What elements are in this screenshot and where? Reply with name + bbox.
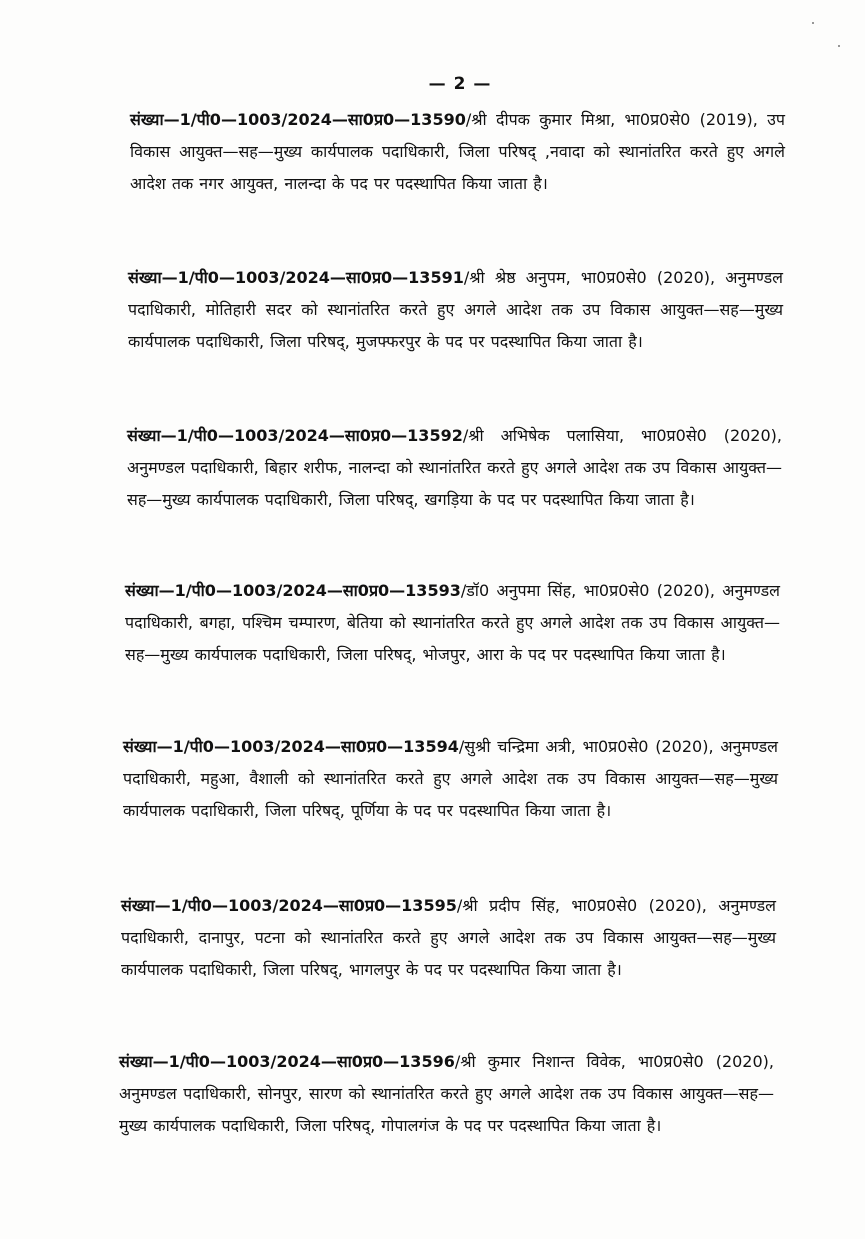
order-number: संख्या—1/पी0—1003/2024—सा0प्र0—13593 [125,581,461,600]
order-number: संख्या—1/पी0—1003/2024—सा0प्र0—13590 [130,110,466,129]
transfer-order-13593 [125,575,780,671]
transfer-order-13591 [128,262,783,358]
scan-speck [838,45,840,47]
order-number: संख्या—1/पी0—1003/2024—सा0प्र0—13596 [119,1052,455,1071]
order-number: संख्या—1/पी0—1003/2024—सा0प्र0—13591 [128,268,464,287]
order-text: /श्री कुमार निशान्त विवेक, भा0प्र0से0 (2020), अनुमण्डल पदाधिकारी, सोनपुर, सारण को स्थानांतरित करते हुए अगले आदेश तक उप विकास आयुक्त—सह—मुख्य कार्यपालक पदाधिकारी, जिला परिषद्, गोपालगंज के पद पर पदस्थापित किया जाता है। [119,1052,774,1135]
page-number: — 2 — [428,74,492,94]
order-text: /श्री श्रेष्ठ अनुपम, भा0प्र0से0 (2020), अनुमण्डल पदाधिकारी, मोतिहारी सदर को स्थानांतरित करते हुए अगले आदेश तक उप विकास आयुक्त—सह—मुख्य कार्यपालक पदाधिकारी, जिला परिषद्, मुजफ्फरपुर के पद पर पदस्थापित किया जाता है। [128,268,783,351]
transfer-order-13592 [127,420,782,516]
transfer-order-13590 [130,104,785,200]
scan-speck [812,22,814,24]
order-number: संख्या—1/पी0—1003/2024—सा0प्र0—13594 [123,737,459,756]
order-text: /सुश्री चन्द्रिमा अत्री, भा0प्र0से0 (2020), अनुमण्डल पदाधिकारी, महुआ, वैशाली को स्थानांतरित करते हुए अगले आदेश तक उप विकास आयुक्त—सह—मुख्य कार्यपालक पदाधिकारी, जिला परिषद्, पूर्णिया के पद पर पदस्थापित किया जाता है। [123,737,778,820]
transfer-order-13596 [119,1046,774,1142]
order-text: /श्री दीपक कुमार मिश्रा, भा0प्र0से0 (2019), उप विकास आयुक्त—सह—मुख्य कार्यपालक पदाधिकारी, जिला परिषद् ,नवादा को स्थानांतरित करते हुए अगले आदेश तक नगर आयुक्त, नालन्दा के पद पर पदस्थापित किया जाता है। [130,110,785,193]
order-text: /डॉ0 अनुपमा सिंह, भा0प्र0से0 (2020), अनुमण्डल पदाधिकारी, बगहा, पश्चिम चम्पारण, बेतिया को स्थानांतरित करते हुए अगले आदेश तक उप विकास आयुक्त—सह—मुख्य कार्यपालक पदाधिकारी, जिला परिषद्, भोजपुर, आरा के पद पर पदस्थापित किया जाता है। [125,581,780,664]
transfer-order-13594 [123,731,778,827]
order-number: संख्या—1/पी0—1003/2024—सा0प्र0—13595 [121,896,457,915]
transfer-order-13595 [121,890,776,986]
order-text: /श्री अभिषेक पलासिया, भा0प्र0से0 (2020), अनुमण्डल पदाधिकारी, बिहार शरीफ, नालन्दा को स्थानांतरित करते हुए अगले आदेश तक उप विकास आयुक्त—सह—मुख्य कार्यपालक पदाधिकारी, जिला परिषद्, खगड़िया के पद पर पदस्थापित किया जाता है। [127,426,782,509]
order-text: /श्री प्रदीप सिंह, भा0प्र0से0 (2020), अनुमण्डल पदाधिकारी, दानापुर, पटना को स्थानांतरित करते हुए अगले आदेश तक उप विकास आयुक्त—सह—मुख्य कार्यपालक पदाधिकारी, जिला परिषद्, भागलपुर के पद पर पदस्थापित किया जाता है। [121,896,776,979]
order-number: संख्या—1/पी0—1003/2024—सा0प्र0—13592 [127,426,463,445]
